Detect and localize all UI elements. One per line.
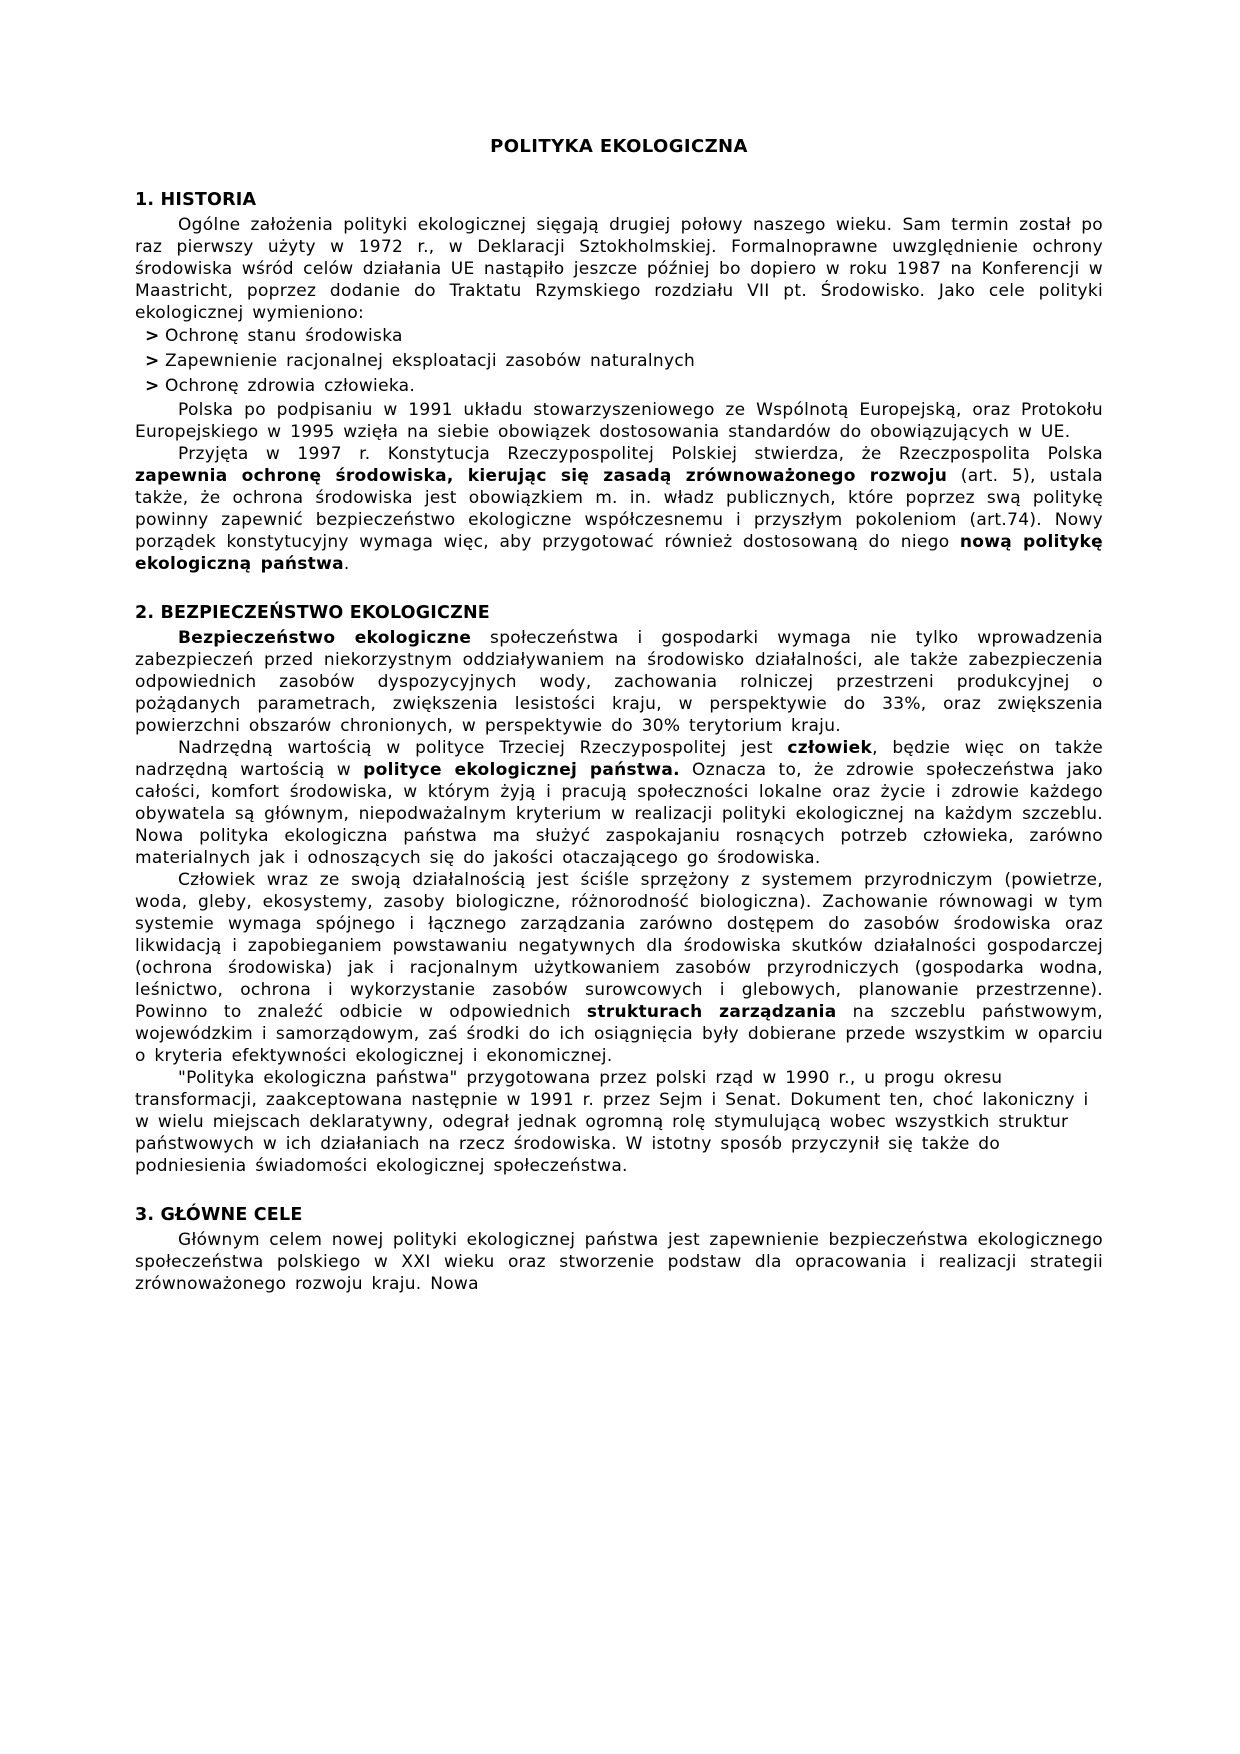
bullet-item-label: Ochronę stanu środowiska [165,326,403,346]
section-3 [135,1204,1103,1295]
paragraph [135,627,1103,737]
section-2 [135,602,1103,1177]
text-run: Nadrzędną wartością w polityce Trzeciej Rzeczypospolitej jest [178,738,788,758]
text-run: "Polityka ekologiczna państwa" przygotowana przez polski rząd w 1990 r., u progu okresu transformacji, zaakceptowana następnie w 1991 r. przez Sejm i Senat. Dokument ten, choć lakoniczny i w wielu miejscach deklaratywny, odegrał jednak ogromną rolę stymulującą wobec wszystkich struktur państwowych w ich działaniach na rzecz środowiska. W istotny sposób przyczynił się także do podniesienia świadomości ekologicznej społeczeństwa. [135,1068,1089,1176]
paragraph [135,443,1103,575]
bullet-marker-icon: > [145,376,160,396]
section-heading-2: 2. BEZPIECZEŃSTWO EKOLOGICZNE [135,603,490,623]
text-run: Przyjęta w 1997 r. Konstytucja Rzeczypospolitej Polskiej stwierdza, że Rzeczpospolita Polska [178,444,1103,464]
bold-text-run: człowiek [787,738,873,758]
text-run: Głównym celem nowej polityki ekologicznej państwa jest zapewnienie bezpieczeństwa ekologicznego społeczeństwa polskiego w XXI wieku oraz stworzenie podstaw dla opracowania i realizacji strategii zrównoważonego rozwoju kraju. Nowa [135,1230,1103,1294]
bold-text-run: zapewnia ochronę środowiska, kierując się zasadą zrównoważonego rozwoju [135,466,948,486]
text-run: Człowiek wraz ze swoją działalnością jest ściśle sprzężony z systemem przyrodniczym (powietrze, woda, gleby, ekosystemy, zasoby biologiczne, różnorodność biologiczna). Zachowanie równowagi w tym systemie wymaga spójnego i łącznego zarządzania zarówno dostępem do zasobów środowiska oraz likwidacją i zapobieganiem powstawaniu negatywnych dla środowiska skutków działalności gospodarczej (ochrona środowiska) jak i racjonalnym użytkowaniem zasobów przyrodniczych (gospodarka wodna, leśnictwo, ochrona i wykorzystanie zasobów surowcowych i glebowych, planowanie przestrzenne). Powinno to znaleźć odbicie w odpowiednich [135,870,1103,1022]
bullet-item [135,324,1103,349]
text-run: , będzie więc on także nadrzędną wartością w [135,738,1103,780]
bold-text-run: polityce ekologicznej państwa. [363,760,680,780]
bullet-item-label: Zapewnienie racjonalnej eksploatacji zasobów naturalnych [165,351,696,371]
paragraph [135,1067,1103,1177]
section-heading-3: 3. GŁÓWNE CELE [135,1205,303,1225]
text-run: Ogólne założenia polityki ekologicznej sięgają drugiej połowy naszego wieku. Sam termin został po raz pierwszy użyty w 1972 r., w Deklaracji Sztokholmskiej. Formalnoprawne uwzględnienie ochrony środowiska wśród celów działania UE nastąpiło jeszcze później bo dopiero w roku 1987 na Konferencji w Maastricht, poprzez dodanie do Traktatu Rzymskiego rozdziału VII pt. Środowisko. Jako cele polityki ekologicznej wymieniono: [135,215,1103,323]
document-title: POLITYKA EKOLOGICZNA [490,136,748,157]
bullet-marker-icon: > [145,351,160,371]
bold-text-run: Bezpieczeństwo ekologiczne [178,628,472,648]
paragraph [135,214,1103,324]
text-run: Oznacza to, że zdrowie społeczeństwa jako całości, komfort środowiska, w którym żyją i pracują społeczności lokalne oraz życie i zdrowie każdego obywatela są głównym, niepodważalnym kryterium w realizacji polityki ekologicznej na każdym szczeblu. Nowa polityka ekologiczna państwa ma służyć zaspokajaniu rosnących potrzeb człowieka, zarówno materialnych jak i odnoszących się do jakości otaczającego go środowiska. [135,760,1103,868]
bullet-marker-icon: > [145,326,160,346]
paragraph [135,1229,1103,1295]
text-run: (art. 5), ustala także, że ochrona środowiska jest obowiązkiem m. in. władz publicznych, które poprzez swą politykę powinny zapewnić bezpieczeństwo ekologiczne współczesnemu i przyszłym pokoleniom (art.74). Nowy porządek konstytucyjny wymaga więc, aby przygotować również dostosowaną do niego [135,466,1103,552]
text-run: . [343,554,350,574]
text-run: na szczeblu państwowym, wojewódzkim i samorządowym, zaś środki do ich osiągnięcia były dobierane przede wszystkim w oparciu o kryteria efektywności ekologicznej i ekonomicznej. [135,1002,1103,1066]
section-heading-1: 1. HISTORIA [135,190,257,210]
bullet-item [135,349,1103,374]
bullet-item [135,374,1103,399]
bold-text-run: nową politykę ekologiczną państwa [135,532,1103,574]
bullet-item-label: Ochronę zdrowia człowieka. [165,376,416,396]
document-content [135,136,1103,1295]
document-sections [135,189,1103,1295]
text-run: społeczeństwa i gospodarki wymaga nie tylko wprowadzenia zabezpieczeń przed niekorzystnym oddziaływaniem na środowisko działalności, ale także zabezpieczenia odpowiednich zasobów dyspozycyjnych wody, zachowania rolniczej przestrzeni produkcyjnej o pożądanych parametrach, zwiększenia lesistości kraju, w perspektywie do 33%, oraz zwiększenia powierzchni obszarów chronionych, w perspektywie do 30% terytorium kraju. [135,628,1103,736]
section-1 [135,189,1103,575]
paragraph [135,869,1103,1067]
paragraph [135,399,1103,443]
bold-text-run: strukturach zarządzania [586,1002,837,1022]
paragraph [135,737,1103,869]
text-run: Polska po podpisaniu w 1991 układu stowarzyszeniowego ze Wspólnotą Europejską, oraz Protokołu Europejskiego w 1995 wzięła na siebie obowiązek dostosowania standardów do obowiązujących w UE. [135,400,1103,442]
